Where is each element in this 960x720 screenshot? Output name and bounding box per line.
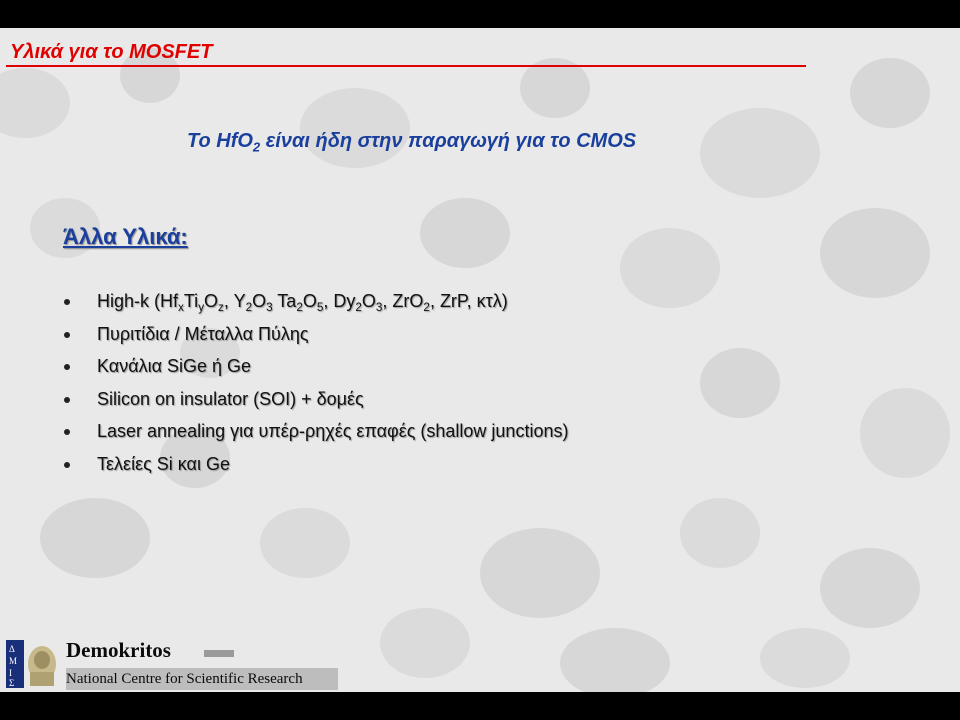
svg-text:Σ: Σ bbox=[9, 678, 15, 688]
logo-subtitle: National Centre for Scientific Research bbox=[66, 668, 338, 690]
subtitle-subscript: 2 bbox=[252, 139, 261, 155]
slide-subtitle bbox=[187, 128, 636, 154]
slide-title: Υλικά για το MOSFET bbox=[10, 41, 213, 63]
bullet-dot-icon bbox=[64, 462, 70, 468]
bullet-text: High-k ($Hf_xTi_yO_z$, $Y_2O_3$ $Ta_2O_5$, $Dy_2O_3$, ZrO$_2$, ZrP, κτλ) bbox=[97, 291, 508, 315]
svg-text:Δ: Δ bbox=[9, 644, 15, 654]
bullet-text: Silicon on insulator (SOI) + δομές bbox=[97, 388, 364, 409]
demokritos-logo bbox=[6, 638, 346, 690]
bullet-text: Πυριτίδια / Μέταλλα Πύλης bbox=[97, 323, 309, 344]
slide bbox=[0, 28, 960, 692]
subtitle-text-after: είναι ήδη στην παραγωγή για το CMOS bbox=[260, 130, 637, 152]
bullet-list bbox=[62, 286, 568, 482]
bullet-item bbox=[62, 319, 568, 352]
bullet-text: Τελείες Si και Ge bbox=[97, 453, 230, 474]
demokritos-emblem-icon bbox=[6, 640, 66, 690]
bullet-item bbox=[62, 384, 568, 417]
bullet-text: Laser annealing για υπέρ-ρηχές επαφές (shallow junctions) bbox=[97, 421, 569, 442]
bullet-item bbox=[62, 449, 568, 482]
logo-bar bbox=[204, 650, 234, 657]
bullet-text: Κανάλια SiGe ή Ge bbox=[97, 356, 252, 377]
bullet-item bbox=[62, 351, 568, 384]
bullet-dot-icon bbox=[64, 429, 70, 435]
title-underline bbox=[6, 65, 806, 67]
bullet-dot-icon bbox=[64, 299, 70, 305]
bullet-item bbox=[62, 286, 568, 319]
bullet-dot-icon bbox=[64, 364, 70, 370]
subtitle-text-before: Το HfO bbox=[187, 130, 253, 152]
svg-text:Μ: Μ bbox=[9, 656, 18, 666]
logo-name: Demokritos bbox=[66, 638, 171, 662]
section-heading: Άλλα Υλικά: bbox=[63, 224, 188, 249]
bullet-dot-icon bbox=[64, 397, 70, 403]
bullet-dot-icon bbox=[64, 332, 70, 338]
svg-text:Ι: Ι bbox=[9, 668, 12, 678]
bullet-item bbox=[62, 416, 568, 449]
